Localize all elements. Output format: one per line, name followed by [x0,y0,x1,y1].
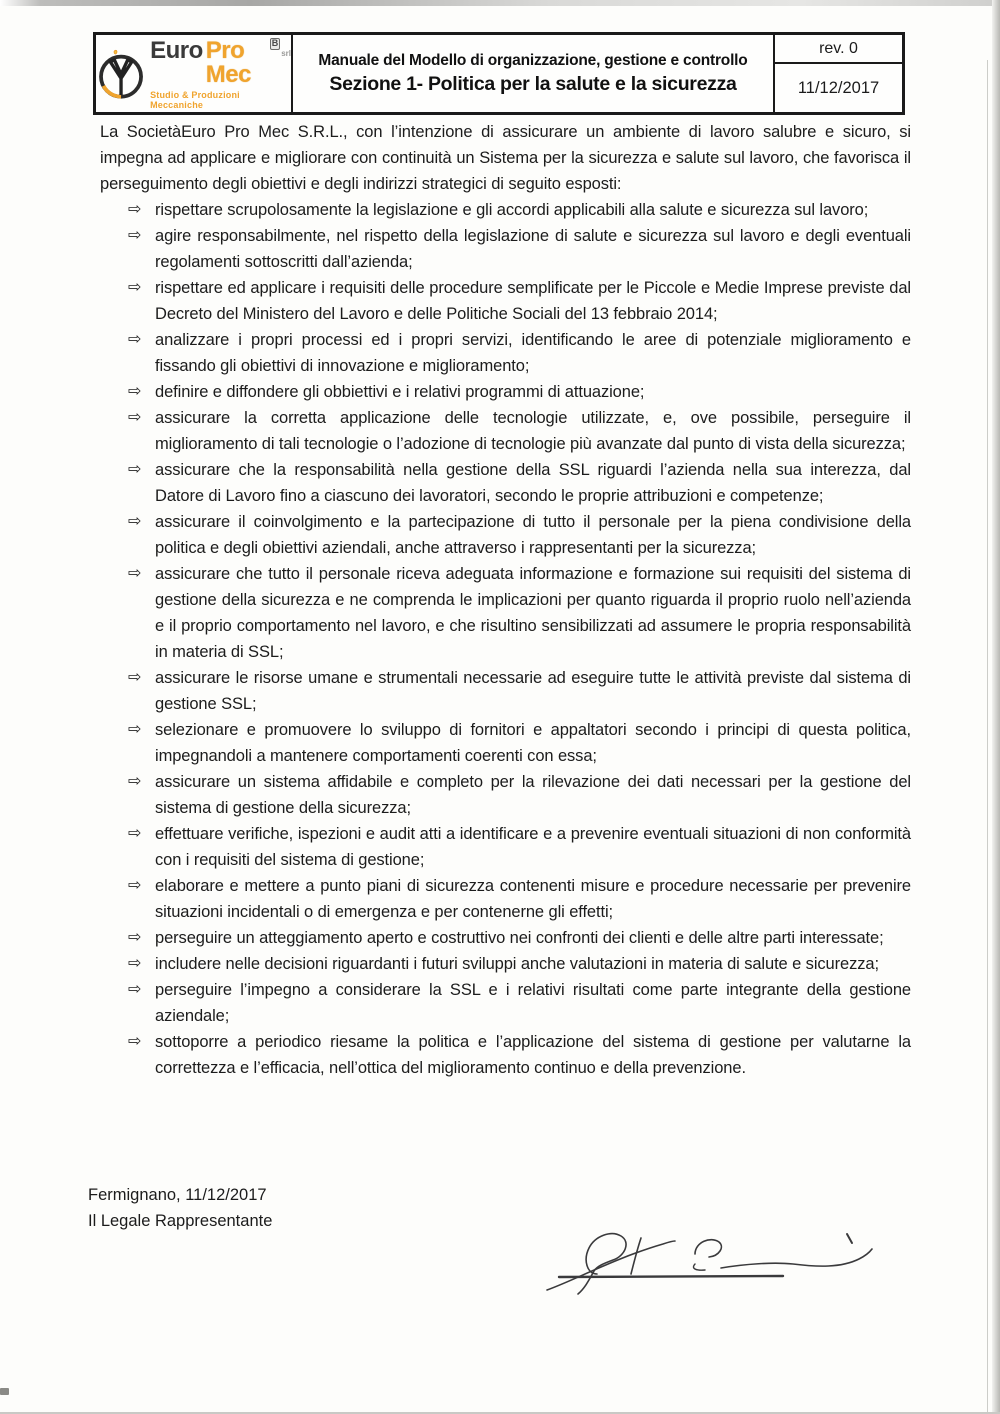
handwritten-signature [545,1224,875,1299]
arrow-bullet-icon: ⇨ [128,279,142,296]
company-logo [96,39,291,110]
policy-bullet-text: assicurare che la responsabilità nella gestione della SSL riguardi l’azienda nella sua interezza, dal Datore di Lavoro fino a ciascuno dei lavoratori, secondo le proprie attribuzioni e competenze; [155,461,911,505]
policy-bullet-text: analizzare i propri processi ed i propri servizi, identificando le aree di potenziale miglioramento e fissando gli obiettivi di innovazione e miglioramento; [155,331,911,375]
policy-bullet-text: assicurare la corretta applicazione delle tecnologie utilizzate, e, ove possibile, perseguire il miglioramento di tali tecnologie o l’adozione di tecnologie più avanzate dal punto di vista della sicurezza; [155,409,911,453]
policy-bullet-text: sottoporre a periodico riesame la politica e l’applicazione del sistema di gestione per valutarne la correttezza e l’efficacia, nell’ottica del miglioramento continuo e della prevenzione. [155,1033,911,1077]
policy-bullet-item [100,379,911,405]
policy-bullet-item [100,873,911,925]
policy-bullet-item [100,977,911,1029]
arrow-bullet-icon: ⇨ [128,461,142,478]
policy-bullet-item [100,769,911,821]
policy-bullet-list [100,197,911,1081]
arrow-bullet-icon: ⇨ [128,825,142,842]
policy-body [100,119,911,1081]
policy-bullet-item [100,223,911,275]
arrow-bullet-icon: ⇨ [128,721,142,738]
place-and-date: Fermignano, 11/12/2017 [88,1186,267,1204]
section-title: Sezione 1- Politica per la salute e la sicurezza [329,72,737,95]
policy-bullet-item [100,197,911,223]
logo-brand-euro: Euro [150,37,203,64]
scan-artifact-right-line [987,60,988,1414]
policy-bullet-text: agire responsabilmente, nel rispetto della legislazione di salute e sicurezza sul lavoro e degli eventuali regolamenti sottoscritti dall’azienda; [155,227,911,271]
arrow-bullet-icon: ⇨ [128,773,142,790]
policy-bullet-text: rispettare scrupolosamente la legislazione e gli accordi applicabili alla salute e sicurezza sul lavoro; [155,201,869,219]
policy-bullet-item [100,821,911,873]
policy-bullet-text: assicurare il coinvolgimento e la partecipazione di tutto il personale per la piena condivisione della politica e degli obiettivi aziendali, anche attraverso i rappresentanti per la sicurezza; [155,513,911,557]
arrow-bullet-icon: ⇨ [128,929,142,946]
revision-number: rev. 0 [775,35,902,64]
policy-bullet-item [100,457,911,509]
logo-brand-promec: Pro Mec [205,37,251,88]
policy-bullet-item [100,951,911,977]
policy-bullet-item [100,405,911,457]
policy-bullet-text: rispettare ed applicare i requisiti delle procedure semplificate per le Piccole e Medie Imprese previste dal Decreto del Ministero del Lavoro e delle Politiche Sociali del 13 febbraio 2014; [155,279,911,323]
title-cell [293,35,773,112]
manual-title: Manuale del Modello di organizzazione, gestione e controllo [318,51,748,69]
policy-bullet-text: perseguire un atteggiamento aperto e costruttivo nei confronti dei clienti e delle altre parti interessate; [155,929,884,947]
arrow-bullet-icon: ⇨ [128,383,142,400]
revision-cell [773,35,902,112]
scan-artifact-top-strip [0,0,1000,6]
policy-bullet-item [100,717,911,769]
arrow-bullet-icon: ⇨ [128,409,142,426]
signatory-role: Il Legale Rappresentante [88,1211,273,1230]
scan-artifact-bottom-left-mark [0,1388,9,1395]
arrow-bullet-icon: ⇨ [128,513,142,530]
scan-artifact-right-edge [992,0,1000,1414]
revision-date: 11/12/2017 [797,78,880,97]
policy-bullet-item [100,327,911,379]
arrow-bullet-icon: ⇨ [128,565,142,582]
policy-bullet-text: assicurare che tutto il personale riceva adeguata informazione e formazione sui requisiti del sistema di gestione della sicurezza e ne comprenda le implicazioni per quanto riguarda il proprio ruolo nell’azienda e il proprio comportamento nel lavoro, e che risultino sensibilizzati ad assumere le propria responsabilità in materia di SSL; [155,565,911,661]
logo-cell [96,35,293,112]
intro-paragraph: La SocietàEuro Pro Mec S.R.L., con l’intenzione di assicurare un ambiente di lavoro salubre e sicuro, si impegna ad applicare e migliorare con continuità un Sistema per la sicurezza e salute sul lavoro, che favorisca il perseguimento degli obiettivi e degli indirizzi strategici di seguito esposti: [100,123,911,193]
logo-registered-mark: B [271,38,279,48]
arrow-bullet-icon: ⇨ [128,981,142,998]
policy-bullet-item [100,509,911,561]
arrow-bullet-icon: ⇨ [128,669,142,686]
arrow-bullet-icon: ⇨ [128,201,142,218]
policy-bullet-text: definire e diffondere gli obbiettivi e i relativi programmi di attuazione; [155,383,645,401]
policy-bullet-text: effettuare verifiche, ispezioni e audit atti a identificare e a prevenire eventuali situazioni di non conformità con i requisiti del sistema di gestione; [155,825,911,869]
policy-bullet-text: selezionare e promuovere lo sviluppo di fornitori e appaltatori secondo i principi di questa politica, impegnandoli a mantenere comportamenti coerenti con essa; [155,721,911,765]
policy-bullet-text: elaborare e mettere a punto piani di sicurezza contenenti misure e procedure necessarie per prevenire situazioni incidentali o di emergenza e per contenerne gli effetti; [155,877,911,921]
logo-srl-suffix: srl [281,49,291,58]
arrow-bullet-icon: ⇨ [128,227,142,244]
logo-tagline: Studio & Produzioni Meccaniche [150,90,240,110]
policy-bullet-item [100,561,911,665]
policy-bullet-item [100,1029,911,1081]
policy-bullet-item [100,925,911,951]
policy-bullet-item [100,665,911,717]
arrow-bullet-icon: ⇨ [128,877,142,894]
policy-bullet-text: includere nelle decisioni riguardanti i futuri sviluppi anche valutazioni in materia di salute e sicurezza; [155,955,879,973]
arrow-bullet-icon: ⇨ [128,331,142,348]
document-footer [88,1183,272,1234]
policy-bullet-text: assicurare le risorse umane e strumentali necessarie ad eseguire tutte le attività previste dal sistema di gestione SSL; [155,669,911,713]
logo-text-block [150,39,291,110]
arrow-bullet-icon: ⇨ [128,1033,142,1050]
policy-bullet-text: perseguire l’impegno a considerare la SSL e i relativi risultati come parte integrante della gestione aziendale; [155,981,911,1025]
document-header-table [93,32,905,115]
policy-bullet-text: assicurare un sistema affidabile e completo per la rilevazione dei dati necessari per la gestione del sistema di gestione della sicurezza; [155,773,911,817]
logo-brandline [150,39,291,87]
arrow-bullet-icon: ⇨ [128,955,142,972]
logo-emblem-icon [96,43,146,107]
policy-bullet-item [100,275,911,327]
